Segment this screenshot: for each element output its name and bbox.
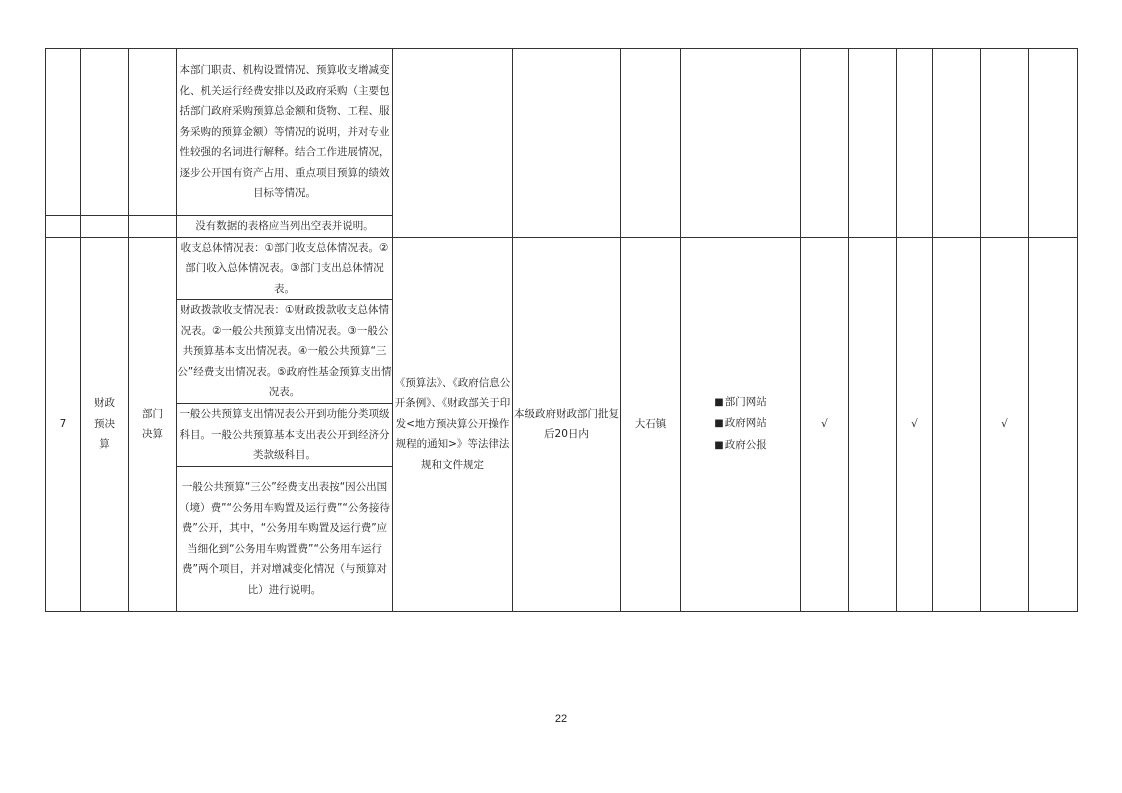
table-cell	[801, 49, 849, 238]
table-cell	[897, 49, 933, 238]
channels-cell	[681, 237, 801, 611]
table-cell	[513, 49, 621, 238]
checkbox-square-icon: ■	[714, 439, 724, 451]
table-cell	[849, 49, 897, 238]
content-item: 财政拨款收支情况表：①财政拨款收支总体情况表。②一般公共预算支出情况表。③一般公共预算基本支出情况表。④一般公共预算“三公”经费支出情况表。⑤政府性基金预算支出情况表。	[177, 300, 393, 404]
check-mark	[849, 237, 897, 611]
channel-item: ■部门网站	[714, 395, 767, 408]
table-cell	[81, 49, 129, 216]
channel-item: ■政府网站	[714, 417, 767, 430]
checkbox-square-icon: ■	[714, 396, 724, 408]
check-mark	[1029, 237, 1078, 611]
content-item: 收支总体情况表：①部门收支总体情况表。②部门收入总体情况表。③部门支出总体情况表。	[177, 237, 393, 300]
table-cell	[681, 49, 801, 238]
table-cell	[621, 49, 681, 238]
time-limit-cell: 本级政府财政部门批复后20日内	[513, 237, 621, 611]
row-number: 7	[46, 237, 81, 611]
table-cell	[81, 216, 129, 238]
content-item: 一般公共预算支出情况表公开到功能分类项级科目。一般公共预算基本支出表公开到经济分类款级科目。	[177, 404, 393, 467]
subcategory-cell: 部门决算	[129, 237, 177, 611]
check-mark: √	[897, 237, 933, 611]
subject-cell: 大石镇	[621, 237, 681, 611]
table-cell	[129, 216, 177, 238]
checkbox-square-icon: ■	[714, 418, 724, 430]
table-cell	[393, 49, 513, 238]
table-cell	[933, 49, 981, 238]
content-item: 本部门职责、机构设置情况、预算收支增减变化、机关运行经费安排以及政府采购（主要包括部门政府采购预算总金额和货物、工程、服务采购的预算金额）等情况的说明，并对专业性较强的名词进行解释。结合工作进展情况，逐步公开国有资产占用、重点项目预算的绩效目标等情况。	[177, 49, 393, 216]
check-mark: √	[801, 237, 849, 611]
content-item: 一般公共预算“三公”经费支出表按“因公出国（境）费”“公务用车购置及运行费”“公务接待费”公开，其中，“公务用车购置及运行费”应当细化到“公务用车购置费”“公务用车运行费”两个项目，并对增减变化情况（与预算对比）进行说明。	[177, 466, 393, 611]
table-cell	[46, 216, 81, 238]
channel-list	[714, 392, 766, 457]
page-number: 22	[554, 713, 568, 725]
legal-basis-cell: 《预算法》、《政府信息公开条例》、《财政部关于印发<地方预决算公开操作规程的通知>》等法律法规和文件规定	[393, 237, 513, 611]
table-cell	[129, 49, 177, 216]
table-cell	[1029, 49, 1078, 238]
table-cell	[981, 49, 1029, 238]
category-cell: 财政预决算	[81, 237, 129, 611]
check-mark: √	[981, 237, 1029, 611]
table-row	[46, 49, 1078, 216]
disclosure-table	[45, 48, 1078, 612]
content-item: 没有数据的表格应当列出空表并说明。	[177, 216, 393, 238]
table-cell	[46, 49, 81, 216]
channel-item: ■政府公报	[714, 438, 767, 451]
table-row	[46, 237, 1078, 300]
check-mark	[933, 237, 981, 611]
